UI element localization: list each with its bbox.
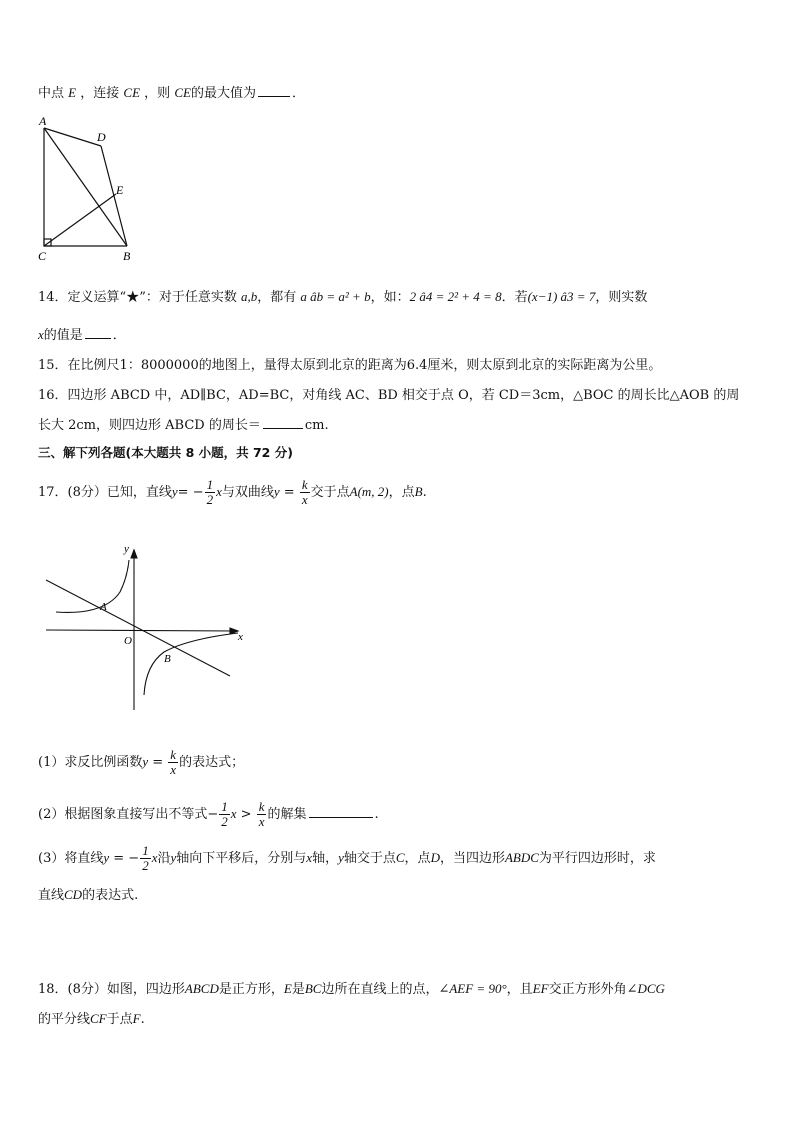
- point-A: A(m, 2): [349, 484, 389, 499]
- text: 的最大值为: [190, 86, 256, 101]
- text: ，连接: [80, 86, 120, 101]
- q17-sub3-line2: [38, 884, 138, 903]
- text: 与双曲线: [221, 485, 274, 500]
- var-E: E: [68, 85, 77, 100]
- fraction-half: $\frac{1}{2}$: [206, 477, 214, 507]
- label-A: A: [39, 114, 47, 128]
- q14-line1: [38, 286, 647, 305]
- var-CE: CE: [123, 85, 141, 100]
- point-D: D: [430, 850, 440, 865]
- text: 于点: [106, 1012, 133, 1027]
- text: 的表达式.: [82, 888, 139, 903]
- math-condition: (x−1) â3 = 7: [527, 289, 596, 304]
- text: (3）将直线: [38, 851, 104, 866]
- text: 沿: [157, 851, 171, 866]
- square-ABCD: ABCD: [184, 981, 219, 996]
- text: 交于点: [310, 485, 350, 500]
- text: 14．定义运算“★”：对于任意实数: [38, 290, 237, 305]
- text: ，则: [144, 86, 171, 101]
- fraction-k-over-x: $\frac{k}{x}$: [258, 799, 265, 829]
- text: cm.: [304, 418, 329, 433]
- segment-CF: CF: [90, 1011, 107, 1026]
- text: ，如：: [370, 290, 410, 305]
- fraction-half: $\frac{1}{2}$: [142, 843, 149, 873]
- point-B: B: [414, 484, 423, 499]
- text: ，点: [404, 851, 431, 866]
- text: ．若: [501, 290, 528, 305]
- point-F: F: [132, 1011, 141, 1026]
- text: 长大 2cm，则四边形 ABCD 的周长＝: [38, 418, 261, 433]
- text: 17．(8分）已知，直线: [38, 485, 172, 500]
- var-CE: CE: [174, 85, 191, 100]
- text: 直线: [38, 888, 65, 903]
- text: 是: [291, 982, 305, 997]
- text: ，都有: [257, 290, 297, 305]
- point-label-B: B: [164, 653, 171, 665]
- q16-line2: [38, 414, 329, 433]
- q17-function-graph: [42, 540, 252, 712]
- text: 交正方形外角: [548, 982, 627, 997]
- line-CD: CD: [64, 887, 83, 902]
- q17-stem: 17．(8分）已知，直线y= − $\frac{1}{2}$ x与双曲线y = $\frac{k}{x}$ 交于点A(m, 2)，点B.: [38, 477, 427, 507]
- section-heading: 三、解下列各题(本大题共 8 小题，共 72 分): [38, 445, 293, 460]
- text: ．: [112, 328, 126, 343]
- q15-text: 15．在比例尺1：8000000的地图上，量得太原到北京的距离为6.4厘米，则太原到北京的实际距离为公里。: [38, 358, 662, 373]
- q17-sub2: (2）根据图象直接写出不等式− $\frac{1}{2}$ x > $\frac{k}{x}$ 的解集 .: [38, 799, 379, 829]
- text: 中点: [38, 86, 65, 101]
- quad-ABDC: ABDC: [504, 850, 539, 865]
- var-x: x: [38, 327, 44, 342]
- text: ，点: [388, 485, 415, 500]
- answer-blank: [85, 337, 111, 339]
- q13-text-line: [38, 82, 305, 101]
- origin-label: O: [124, 635, 132, 647]
- angle-DCG: ∠DCG: [626, 981, 665, 996]
- text: 的平分线: [38, 1012, 91, 1027]
- q16-line1: 16．四边形 ABCD 中，AD∥BC，AD=BC，对角线 AC、BD 相交于点 O，若 CD＝3cm，△BOC 的周长比△AOB 的周: [38, 388, 740, 403]
- text: 为平行四边形时，求: [538, 851, 656, 866]
- point-label-A: A: [100, 601, 107, 613]
- q18-line1: [38, 978, 665, 997]
- math-eq: = −: [177, 485, 204, 500]
- text: .: [422, 485, 427, 500]
- text: ，且: [506, 982, 533, 997]
- segment-BC: BC: [304, 981, 322, 996]
- q14-line2: [38, 324, 126, 343]
- text: 的表达式；: [179, 755, 245, 770]
- answer-blank: [309, 816, 373, 818]
- text: .: [374, 807, 379, 822]
- label-D: D: [97, 130, 106, 144]
- label-B: B: [123, 249, 131, 263]
- text: ．: [291, 86, 305, 101]
- text: 是正方形，: [218, 982, 284, 997]
- segment-EF: EF: [532, 981, 549, 996]
- label-E: E: [116, 183, 124, 197]
- var-y: y: [171, 484, 178, 499]
- text: 18．(8分）如图，四边形: [38, 982, 185, 997]
- q18-line2: [38, 1008, 145, 1027]
- text: 轴向下平移后，分别与: [176, 851, 307, 866]
- text: 的值是: [43, 328, 83, 343]
- fraction-k-over-x: $\frac{k}{x}$: [301, 477, 308, 507]
- point-E: E: [283, 981, 292, 996]
- fraction-half: $\frac{1}{2}$: [221, 799, 228, 829]
- angle-AEF: ∠AEF = 90°: [438, 981, 507, 996]
- q17-sub3-line1: (3）将直线y = − $\frac{1}{2}$ x沿y轴向下平移后，分别与x轴，y轴交于点C，点D，当四边形ABDC为平行四边形时，求: [38, 843, 656, 873]
- text: 边所在直线上的点，: [321, 982, 439, 997]
- text: .: [140, 1012, 145, 1027]
- text: 的解集: [267, 807, 307, 822]
- axis-label-y: y: [124, 543, 129, 555]
- q13-quadrilateral-figure: [30, 112, 145, 264]
- label-C: C: [38, 249, 47, 263]
- text: 轴，: [312, 851, 339, 866]
- q17-sub1: (1）求反比例函数y = $\frac{k}{x}$ 的表达式；: [38, 747, 245, 777]
- math-example: 2 â4 = 2² + 4 = 8: [409, 289, 502, 304]
- math-ab: a,b: [240, 289, 258, 304]
- axis-label-x: x: [238, 631, 243, 643]
- text: ，当四边形: [439, 851, 505, 866]
- text: (2）根据图象直接写出不等式: [38, 807, 208, 822]
- answer-blank: [258, 95, 290, 97]
- var-y: y: [273, 484, 280, 499]
- answer-blank: [263, 427, 303, 429]
- text: (1）求反比例函数: [38, 755, 143, 770]
- point-C: C: [395, 850, 405, 865]
- text: ，则实数: [595, 290, 648, 305]
- var-x: x: [216, 484, 222, 499]
- math-definition: a âb = a² + b: [300, 289, 371, 304]
- text: 轴交于点: [343, 851, 396, 866]
- fraction-k-over-x: $\frac{k}{x}$: [170, 747, 177, 777]
